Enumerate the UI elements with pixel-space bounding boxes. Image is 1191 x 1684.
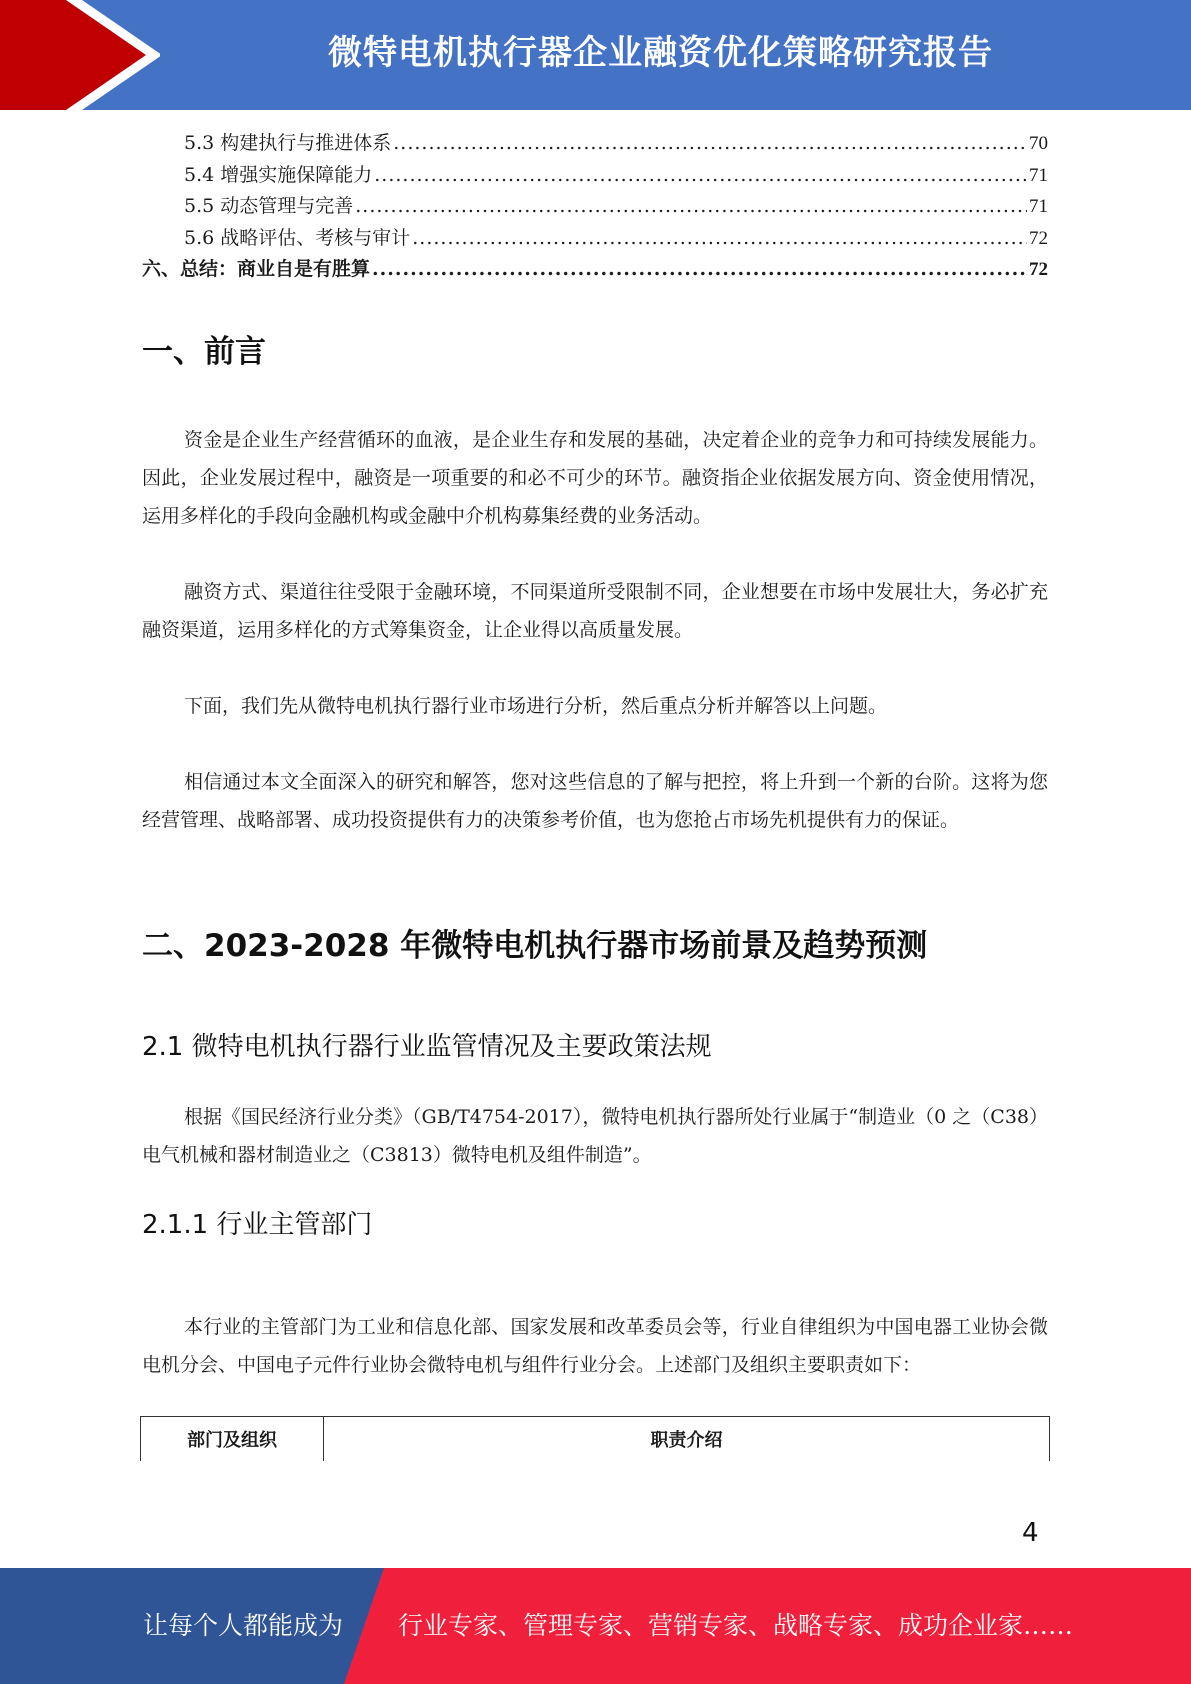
- heading-preface: 一、前言: [142, 334, 266, 370]
- report-title: 微特电机执行器企业融资优化策略研究报告: [328, 33, 993, 73]
- toc-leader-dots: [355, 191, 1027, 223]
- table-of-contents: [142, 128, 1048, 286]
- toc-leader-dots: [372, 254, 1027, 286]
- toc-entry-page: 72: [1029, 259, 1048, 280]
- footer-slogan-left: 让每个人都能成为: [143, 1611, 344, 1640]
- responsibilities-table: [140, 1416, 1050, 1461]
- toc-entry-page: 71: [1029, 164, 1048, 186]
- toc-entry[interactable]: [142, 160, 1048, 192]
- toc-entry-label: 5.4 增强实施保障能力: [184, 163, 373, 186]
- paragraph-preface-3: 下面，我们先从微特电机执行器行业市场进行分析，然后重点分析并解答以上问题。: [184, 695, 888, 717]
- paragraph-preface-1: 资金是企业生产经营循环的血液，是企业生存和发展的基础，决定着企业的竞争力和可持续发展能力。因此，企业发展过程中，融资是一项重要的和必不可少的环节。融资指企业依据发展方向、资金使用情况，运用多样化的手段向金融机构或金融中介机构募集经费的业务活动。: [142, 429, 1048, 527]
- page-number: 4: [1022, 1518, 1039, 1548]
- toc-leader-dots: [393, 128, 1027, 160]
- table-header-department: 部门及组织: [141, 1417, 324, 1461]
- paragraph-authorities: 本行业的主管部门为工业和信息化部、国家发展和改革委员会等，行业自律组织为中国电器工业协会微电机分会、中国电子元件行业协会微特电机与组件行业分会。上述部门及组织主要职责如下：: [142, 1316, 1048, 1376]
- toc-entry[interactable]: [142, 223, 1048, 255]
- footer-slogan-right: 行业专家、管理专家、营销专家、战略专家、成功企业家……: [398, 1611, 1074, 1640]
- toc-entry-label: 5.6 战略评估、考核与审计: [184, 226, 411, 249]
- toc-entry-label: 5.5 动态管理与完善: [184, 195, 354, 217]
- heading-section-2-1-1: 2.1.1 行业主管部门: [142, 1210, 373, 1240]
- heading-market-outlook: 二、2023-2028 年微特电机执行器市场前景及趋势预测: [142, 928, 928, 964]
- toc-entry-label: 六、总结：商业自是有胜算: [142, 258, 371, 280]
- toc-entry-page: 71: [1029, 196, 1048, 217]
- paragraph-industry-classification: 根据《国民经济行业分类》（GB/T4754-2017），微特电机执行器所处行业属于“制造业（0 之（C38）电气机械和器材制造业之（C3813）微特电机及组件制造”。: [142, 1106, 1048, 1166]
- toc-leader-dots: [374, 160, 1027, 192]
- toc-entry-page: 70: [1029, 133, 1048, 154]
- toc-entry[interactable]: [142, 191, 1048, 223]
- paragraph-preface-4: 相信通过本文全面深入的研究和解答，您对这些信息的了解与把控，将上升到一个新的台阶。这将为您经营管理、战略部署、成功投资提供有力的决策参考价值，也为您抢占市场先机提供有力的保证。: [142, 771, 1048, 831]
- toc-entry-chapter[interactable]: [142, 254, 1048, 286]
- toc-entry-label: 5.3 构建执行与推进体系: [184, 132, 392, 154]
- page-footer: [0, 1568, 1191, 1684]
- toc-entry-page: 72: [1029, 227, 1048, 249]
- page-header: [0, 0, 1191, 110]
- table-header-responsibilities: 职责介绍: [650, 1430, 723, 1451]
- heading-section-2-1: 2.1 微特电机执行器行业监管情况及主要政策法规: [142, 1032, 712, 1062]
- paragraph-preface-2: 融资方式、渠道往往受限于金融环境，不同渠道所受限制不同，企业想要在市场中发展壮大，务必扩充融资渠道，运用多样化的方式筹集资金，让企业得以高质量发展。: [142, 581, 1048, 641]
- toc-leader-dots: [412, 223, 1027, 255]
- toc-entry[interactable]: [142, 128, 1048, 160]
